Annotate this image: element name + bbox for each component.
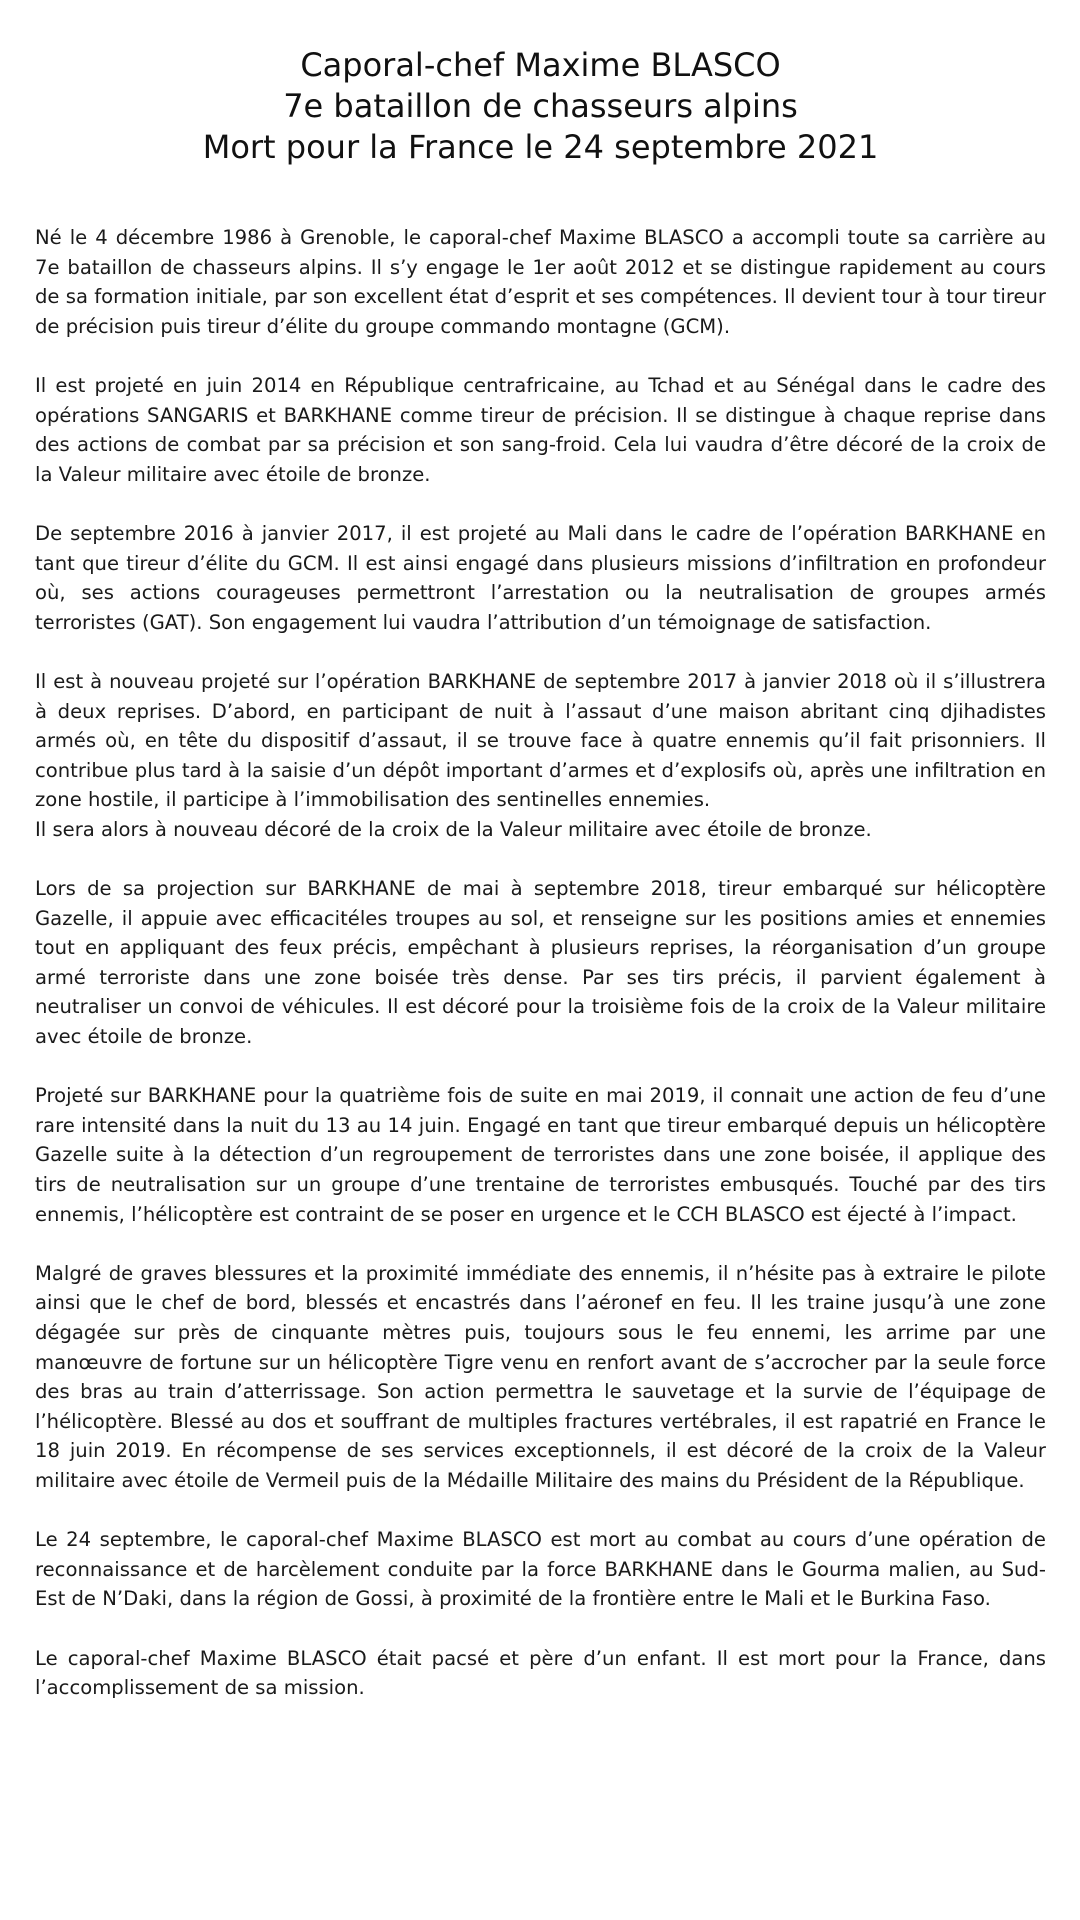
paragraph-decoration-2018: Il sera alors à nouveau décoré de la croix de la Valeur militaire avec étoile de bronze. (35, 817, 872, 841)
paragraph-deployment-2017-text: Il est à nouveau projeté sur l’opération BARKHANE de septembre 2017 à janvier 2018 où il s’illustrera à deux reprises. D’abord, en participant de nuit à l’assaut d’une maison abritant cinq djihadistes armés où, en tête du dispositif d’assaut, il se trouve face à quatre ennemis qu’il fait prisonniers. Il contribue plus tard à la saisie d’un dépôt important d’armes et d’explosifs où, après une infiltration en zone hostile, il participe à l’immobilisation des sentinelles ennemies. (35, 669, 1046, 812)
title-line-death: Mort pour la France le 24 septembre 2021 (202, 128, 879, 166)
paragraph-deployment-2016: De septembre 2016 à janvier 2017, il est projeté au Mali dans le cadre de l’opération BARKHANE en tant que tireur d’élite du GCM. Il est ainsi engagé dans plusieurs missions d’infiltration en profondeur où, ses actions courageuses permettront l’arrestation ou la neutralisation de groupes armés terroristes (GAT). Son engagement lui vaudra l’attribution d’un témoignage de satisfaction. (35, 521, 1046, 634)
biography-body (35, 223, 1046, 1703)
paragraph-family: Le caporal-chef Maxime BLASCO était pacsé et père d’un enfant. Il est mort pour la France, dans l’accomplissement de sa mission. (35, 1646, 1046, 1700)
paragraph-death: Le 24 septembre, le caporal-chef Maxime BLASCO est mort au combat au cours d’une opération de reconnaissance et de harcèlement conduite par la force BARKHANE dans le Gourma malien, au Sud-Est de N’Daki, dans la région de Gossi, à proximité de la frontière entre le Mali et le Burkina Faso. (35, 1528, 1046, 1611)
document-title (35, 45, 1046, 168)
paragraph-deployment-2017 (35, 667, 1046, 815)
title-line-unit: 7e bataillon de chasseurs alpins (283, 87, 798, 125)
paragraph-deployment-2019: Projeté sur BARKHANE pour la quatrième fois de suite en mai 2019, il connait une action de feu d’une rare intensité dans la nuit du 13 au 14 juin. Engagé en tant que tireur embarqué depuis un hélicoptère Gazelle suite à la détection d’un regroupement de terroristes dans une zone boisée, il applique des tirs de neutralisation sur un groupe d’une trentaine de terroristes embusqués. Touché par des tirs ennemis, l’hélicoptère est contraint de se poser en urgence et le CCH BLASCO est éjecté à l’impact. (35, 1084, 1046, 1226)
paragraph-deployment-2018: Lors de sa projection sur BARKHANE de mai à septembre 2018, tireur embarqué sur hélicoptère Gazelle, il appuie avec efficacitéles troupes au sol, et renseigne sur les positions amies et ennemies tout en appliquant des feux précis, empêchant à plusieurs reprises, la réorganisation d’un groupe armé terroriste dans une zone boisée très dense. Par ses tirs précis, il parvient également à neutraliser un convoi de véhicules. Il est décoré pour la troisième fois de la croix de la Valeur militaire avec étoile de bronze. (35, 877, 1046, 1049)
title-line-name: Caporal-chef Maxime BLASCO (300, 46, 781, 84)
paragraph-birth-career: Né le 4 décembre 1986 à Grenoble, le caporal-chef Maxime BLASCO a accompli toute sa carrière au 7e bataillon de chasseurs alpins. Il s’y engage le 1er août 2012 et se distingue rapidement au cours de sa formation initiale, par son excellent état d’esprit et ses compétences. Il devient tour à tour tireur de précision puis tireur d’élite du groupe commando montagne (GCM). (35, 226, 1046, 338)
paragraph-rescue: Malgré de graves blessures et la proximité immédiate des ennemis, il n’hésite pas à extraire le pilote ainsi que le chef de bord, blessés et encastrés dans l’aéronef en feu. Il les traine jusqu’à une zone dégagée sur près de cinquante mètres puis, toujours sous le feu ennemi, les arrime par une manœuvre de fortune sur un hélicoptère Tigre venu en renfort avant de s’accrocher par la seule force des bras au train d’atterrissage. Son action permettra le sauvetage et la survie de l’équipage de l’hélicoptère. Blessé au dos et souffrant de multiples fractures vertébrales, il est rapatrié en France le 18 juin 2019. En récompense de ses services exceptionnels, il est décoré de la croix de la Valeur militaire avec étoile de Vermeil puis de la Médaille Militaire des mains du Président de la République. (35, 1261, 1046, 1492)
paragraph-deployment-2014: Il est projeté en juin 2014 en République centrafricaine, au Tchad et au Sénégal dans le cadre des opérations SANGARIS et BARKHANE comme tireur de précision. Il se distingue à chaque reprise dans des actions de combat par sa précision et son sang-froid. Cela lui vaudra d’être décoré de la croix de la Valeur militaire avec étoile de bronze. (35, 373, 1046, 486)
